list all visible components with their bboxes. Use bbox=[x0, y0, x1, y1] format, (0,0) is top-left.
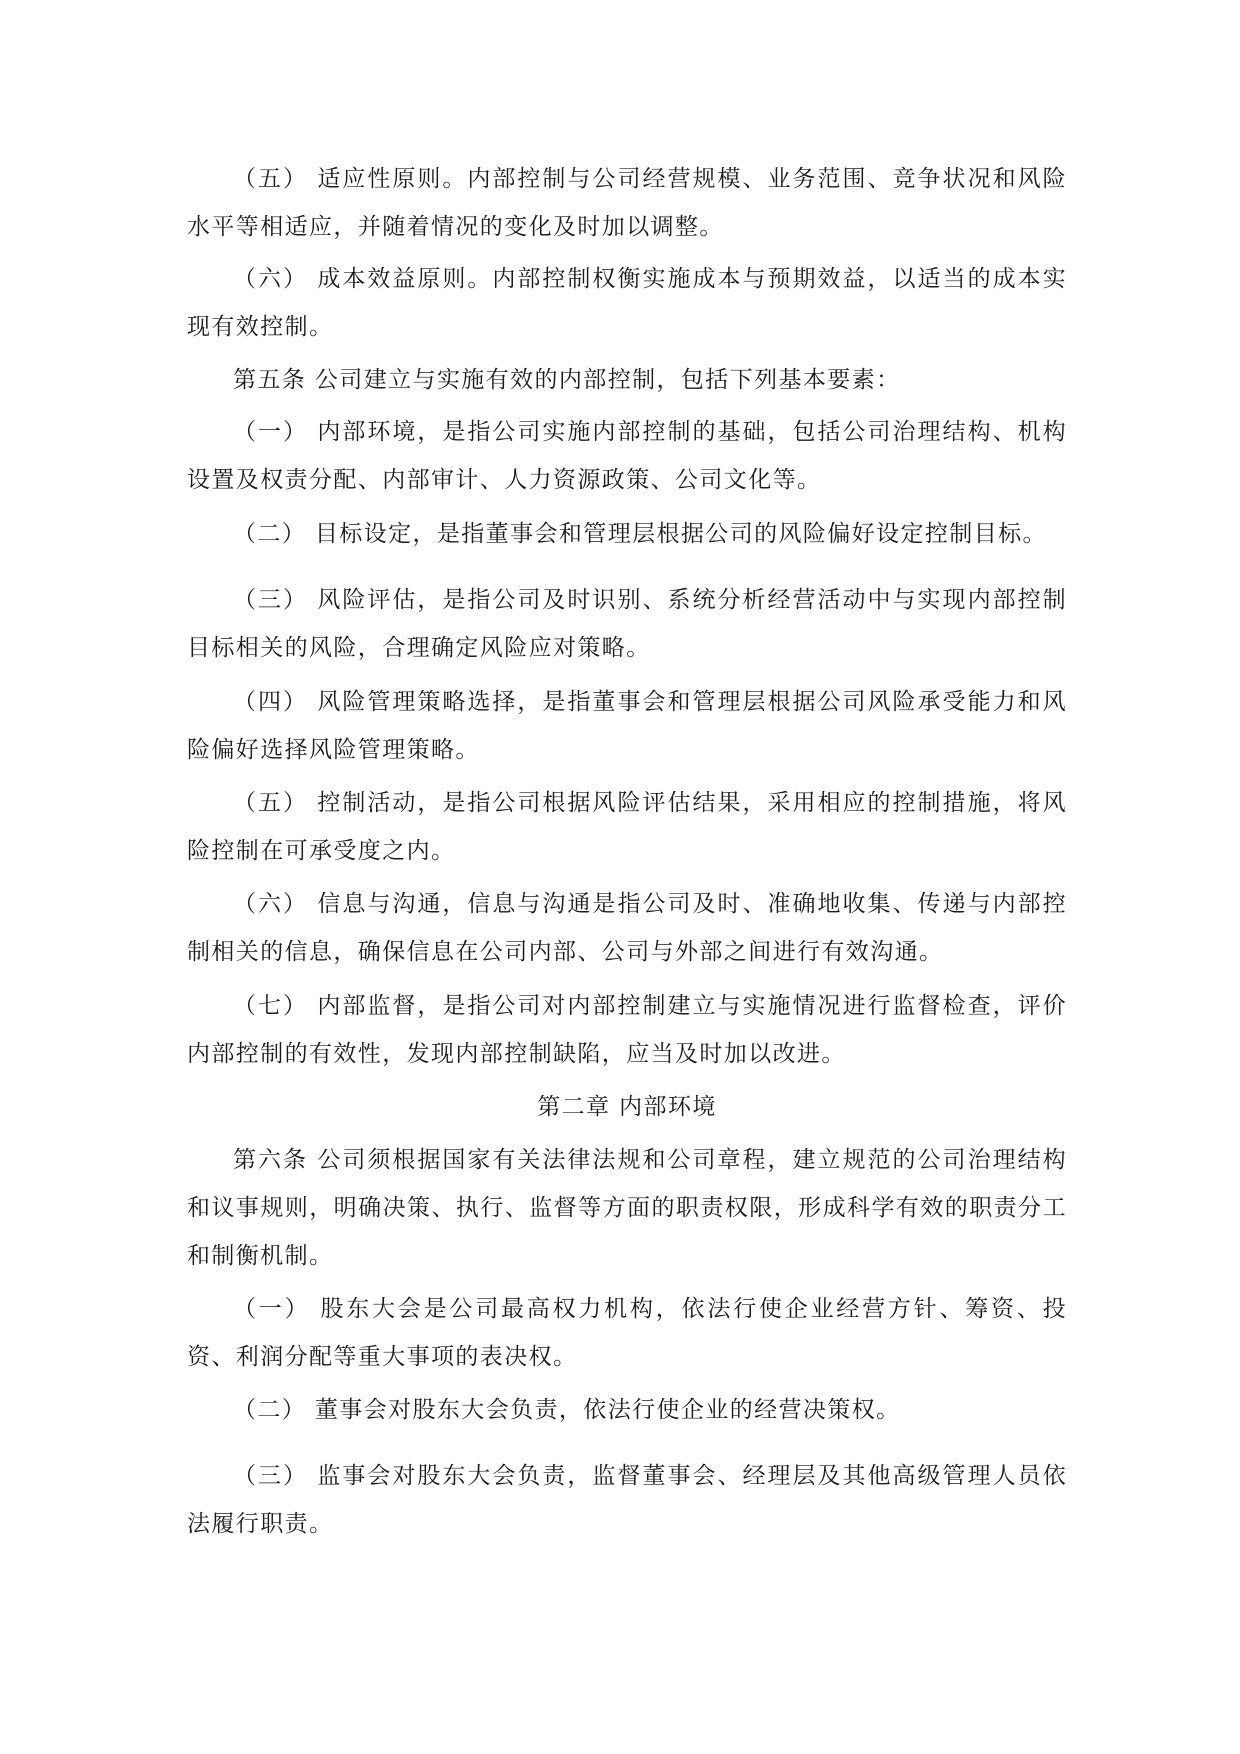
paragraph-element-information-communication: （六） 信息与沟通，信息与沟通是指公司及时、准确地收集、传递与内部控制相关的信息，确保信息在公司内部、公司与外部之间进行有效沟通。 bbox=[187, 891, 1067, 965]
paragraph-element-control-activities: （五） 控制活动，是指公司根据风险评估结果，采用相应的控制措施，将风险控制在可承受度之内。 bbox=[187, 790, 1067, 864]
paragraph-element-risk-strategy: （四） 风险管理策略选择，是指董事会和管理层根据公司风险承受能力和风险偏好选择风险管理策略。 bbox=[187, 689, 1067, 763]
paragraph-element-internal-environment: （一） 内部环境，是指公司实施内部控制的基础，包括公司治理结构、机构设置及权责分配、内部审计、人力资源政策、公司文化等。 bbox=[187, 419, 1067, 493]
paragraph-article-6: 第六条 公司须根据国家有关法律法规和公司章程，建立规范的公司治理结构和议事规则，明确决策、执行、监督等方面的职责权限，形成科学有效的职责分工和制衡机制。 bbox=[187, 1147, 1067, 1269]
paragraph-element-risk-assessment: （三） 风险评估，是指公司及时识别、系统分析经营活动中与实现内部控制目标相关的风险，合理确定风险应对策略。 bbox=[187, 587, 1067, 661]
paragraph-article-5: 第五条 公司建立与实施有效的内部控制，包括下列基本要素： bbox=[233, 367, 901, 393]
paragraph-principle-adaptability: （五） 适应性原则。内部控制与公司经营规模、业务范围、竞争状况和风险水平等相适应，并随着情况的变化及时加以调整。 bbox=[187, 166, 1067, 240]
paragraph-shareholders-meeting: （一） 股东大会是公司最高权力机构，依法行使企业经营方针、筹资、投资、利润分配等重大事项的表决权。 bbox=[187, 1296, 1067, 1370]
paragraph-supervisory-board: （三） 监事会对股东大会负责，监督董事会、经理层及其他高级管理人员依法履行职责。 bbox=[187, 1463, 1067, 1537]
paragraph-element-objective-setting: （二） 目标设定，是指董事会和管理层根据公司的风险偏好设定控制目标。 bbox=[233, 521, 1047, 547]
paragraph-board-of-directors: （二） 董事会对股东大会负责，依法行使企业的经营决策权。 bbox=[233, 1397, 901, 1423]
paragraph-element-internal-supervision: （七） 内部监督，是指公司对内部控制建立与实施情况进行监督检查，评价内部控制的有效性，发现内部控制缺陷，应当及时加以改进。 bbox=[187, 993, 1067, 1067]
paragraph-principle-cost-benefit: （六） 成本效益原则。内部控制权衡实施成本与预期效益，以适当的成本实现有效控制。 bbox=[187, 266, 1067, 340]
chapter-heading: 第二章 内部环境 bbox=[537, 1094, 717, 1120]
